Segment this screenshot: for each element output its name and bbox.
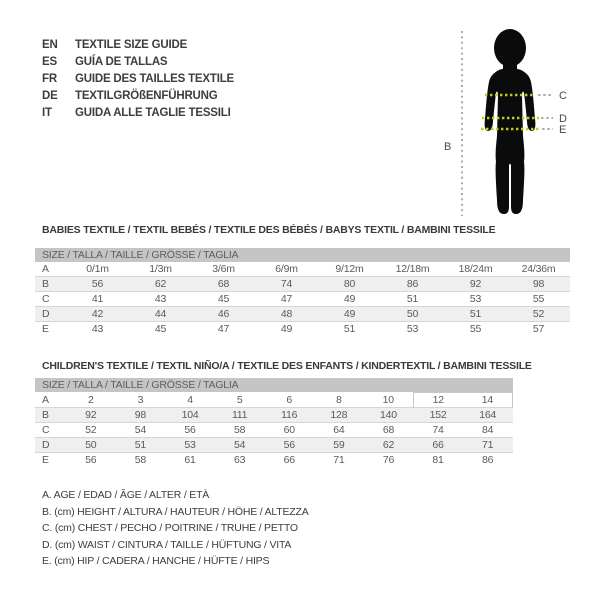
table-cell: 4 — [187, 393, 193, 406]
table-cell: 51 — [343, 323, 356, 335]
language-row-en — [42, 37, 234, 54]
table-cell: 12/18m — [395, 263, 430, 275]
table-cell: 2 — [87, 393, 94, 406]
table-cell: 49 — [343, 293, 356, 305]
height-label: B — [444, 141, 452, 153]
row-label: B — [35, 277, 66, 292]
table-cell: 1/3m — [149, 263, 172, 275]
table-cell: 48 — [255, 307, 318, 322]
guide-title: GUÍA DE TALLAS — [75, 56, 168, 68]
language-code: FR — [42, 73, 57, 85]
legend-waist: D. (cm) WAIST / CINTURA / TAILLE / HÜFTUNG / VITA — [42, 538, 292, 551]
babies-table-body — [35, 262, 570, 336]
table-cell: 12 — [413, 393, 463, 408]
table-row — [35, 408, 513, 423]
children-size-header-bar — [35, 378, 513, 392]
table-cell: 58 — [233, 424, 246, 436]
table-cell: 76 — [382, 454, 395, 466]
table-cell: 52 — [507, 307, 570, 322]
table-cell: 92 — [444, 277, 507, 292]
table-cell: 81 — [432, 454, 444, 466]
row-label: B — [35, 408, 66, 423]
language-row-de — [42, 88, 234, 105]
table-cell: 58 — [134, 454, 147, 466]
table-cell: 51 — [406, 293, 419, 305]
table-cell: 53 — [406, 323, 419, 335]
table-cell: 8 — [336, 393, 342, 406]
table-cell: 140 — [364, 408, 414, 423]
table-cell: 80 — [318, 277, 381, 292]
table-cell: 5 — [236, 393, 243, 406]
table-cell: 98 — [507, 277, 570, 292]
table-cell: 56 — [184, 424, 196, 436]
language-code: ES — [42, 56, 57, 68]
table-row — [35, 277, 570, 292]
measurement-figure — [440, 16, 580, 224]
table-cell: 51 — [444, 307, 507, 322]
row-label: C — [42, 424, 50, 436]
row-label: C — [42, 293, 50, 305]
table-row — [35, 307, 570, 322]
table-cell: 47 — [217, 323, 230, 335]
table-cell: 56 — [264, 438, 314, 453]
table-cell: 71 — [333, 454, 345, 466]
table-cell: 98 — [116, 408, 166, 423]
row-label: E — [42, 454, 49, 466]
table-cell: 3/6m — [212, 263, 235, 275]
table-cell: 111 — [215, 408, 265, 423]
table-cell: 66 — [283, 454, 295, 466]
table-cell: 10 — [382, 393, 394, 406]
table-cell: 45 — [217, 293, 230, 305]
language-code: EN — [42, 39, 58, 51]
table-row — [35, 423, 513, 438]
language-row-it — [42, 105, 234, 122]
table-cell: 59 — [314, 438, 364, 453]
chest-label: C — [559, 90, 567, 102]
table-cell: 3 — [137, 393, 144, 406]
legend-age: A. AGE / EDAD / ÂGE / ALTER / ETÀ — [42, 489, 210, 501]
children-size-table — [35, 392, 513, 467]
babies-size-header-text: SIZE / TALLA / TAILLE / GRÖSSE / TAGLIA — [42, 249, 239, 261]
table-cell: 164 — [463, 408, 513, 423]
table-cell: 53 — [165, 438, 215, 453]
table-cell: 44 — [129, 307, 192, 322]
table-cell: 54 — [215, 438, 265, 453]
table-cell: 86 — [482, 454, 494, 466]
table-cell: 46 — [192, 307, 255, 322]
table-cell: 55 — [532, 293, 545, 305]
table-cell: 42 — [66, 307, 129, 322]
child-silhouette-diagram — [440, 16, 580, 224]
child-silhouette — [485, 29, 536, 214]
children-size-header-text: SIZE / TALLA / TAILLE / GRÖSSE / TAGLIA — [42, 379, 239, 391]
table-row — [35, 262, 570, 277]
language-row-fr — [42, 71, 234, 88]
measurement-legend — [42, 487, 309, 570]
row-label: E — [42, 323, 49, 335]
row-label: A — [42, 393, 49, 406]
table-cell: 55 — [469, 323, 482, 335]
table-cell: 41 — [91, 293, 104, 305]
table-row — [35, 453, 513, 468]
table-cell: 53 — [469, 293, 482, 305]
language-code: IT — [42, 107, 52, 119]
waist-label: D — [559, 113, 567, 125]
table-cell: 47 — [280, 293, 293, 305]
table-cell: 9/12m — [335, 263, 364, 275]
babies-section-title: BABIES TEXTILE / TEXTIL BEBÉS / TEXTILE DES BÉBÉS / BABYS TEXTIL / BAMBINI TESSILE — [42, 224, 496, 236]
row-label: A — [42, 263, 49, 275]
children-section-title: CHILDREN'S TEXTILE / TEXTIL NIÑO/A / TEXTILE DES ENFANTS / KINDERTEXTIL / BAMBINI TESSILE — [42, 360, 532, 372]
table-cell: 43 — [91, 323, 104, 335]
table-cell: 57 — [532, 323, 545, 335]
table-cell: 128 — [314, 408, 364, 423]
language-code: DE — [42, 90, 58, 102]
table-cell: 54 — [134, 424, 147, 436]
table-cell: 0/1m — [86, 263, 109, 275]
table-cell: 104 — [165, 408, 215, 423]
table-cell: 61 — [184, 454, 196, 466]
babies-size-table — [35, 262, 570, 336]
table-cell: 49 — [318, 307, 381, 322]
table-row — [35, 322, 570, 337]
guide-title: GUIDE DES TAILLES TEXTILE — [75, 73, 234, 85]
table-cell: 45 — [154, 323, 167, 335]
table-cell: 50 — [66, 438, 116, 453]
table-cell: 74 — [432, 424, 444, 436]
hip-label: E — [559, 124, 567, 136]
language-title-list — [42, 37, 234, 122]
children-table-body — [35, 393, 513, 468]
table-cell: 68 — [382, 424, 395, 436]
table-cell: 49 — [280, 323, 293, 335]
table-cell: 43 — [154, 293, 167, 305]
table-cell: 56 — [66, 277, 129, 292]
language-row-es — [42, 54, 234, 71]
table-cell: 56 — [85, 454, 97, 466]
table-cell: 6/9m — [275, 263, 298, 275]
table-cell: 152 — [413, 408, 463, 423]
legend-height: B. (cm) HEIGHT / ALTURA / HAUTEUR / HÖHE / ALTEZZA — [42, 505, 309, 518]
legend-chest: C. (cm) CHEST / PECHO / POITRINE / TRUHE / PETTO — [42, 522, 298, 534]
table-cell: 51 — [116, 438, 166, 453]
table-cell: 62 — [129, 277, 192, 292]
table-cell: 66 — [413, 438, 463, 453]
table-cell: 14 — [463, 393, 513, 408]
table-cell: 6 — [286, 393, 293, 406]
table-cell: 24/36m — [521, 263, 556, 275]
table-cell: 64 — [333, 424, 345, 436]
table-cell: 60 — [283, 424, 295, 436]
legend-hip: E. (cm) HIP / CADERA / HANCHE / HÜFTE / HIPS — [42, 555, 270, 567]
table-cell: 116 — [264, 408, 314, 423]
table-row — [35, 292, 570, 307]
table-cell: 92 — [66, 408, 116, 423]
table-cell: 18/24m — [458, 263, 493, 275]
table-row — [35, 393, 513, 408]
row-label: D — [35, 307, 66, 322]
table-row — [35, 438, 513, 453]
table-cell: 52 — [85, 424, 97, 436]
guide-title: GUIDA ALLE TAGLIE TESSILI — [75, 107, 231, 119]
table-cell: 50 — [381, 307, 444, 322]
table-cell: 74 — [255, 277, 318, 292]
table-cell: 84 — [482, 424, 494, 436]
table-cell: 71 — [463, 438, 513, 453]
table-cell: 63 — [233, 454, 246, 466]
table-cell: 86 — [381, 277, 444, 292]
row-label: D — [35, 438, 66, 453]
guide-title: TEXTILGRÖßENFÜHRUNG — [75, 90, 218, 102]
babies-size-header-bar — [35, 248, 570, 262]
table-cell: 62 — [364, 438, 414, 453]
guide-title: TEXTILE SIZE GUIDE — [75, 39, 188, 51]
table-cell: 68 — [192, 277, 255, 292]
